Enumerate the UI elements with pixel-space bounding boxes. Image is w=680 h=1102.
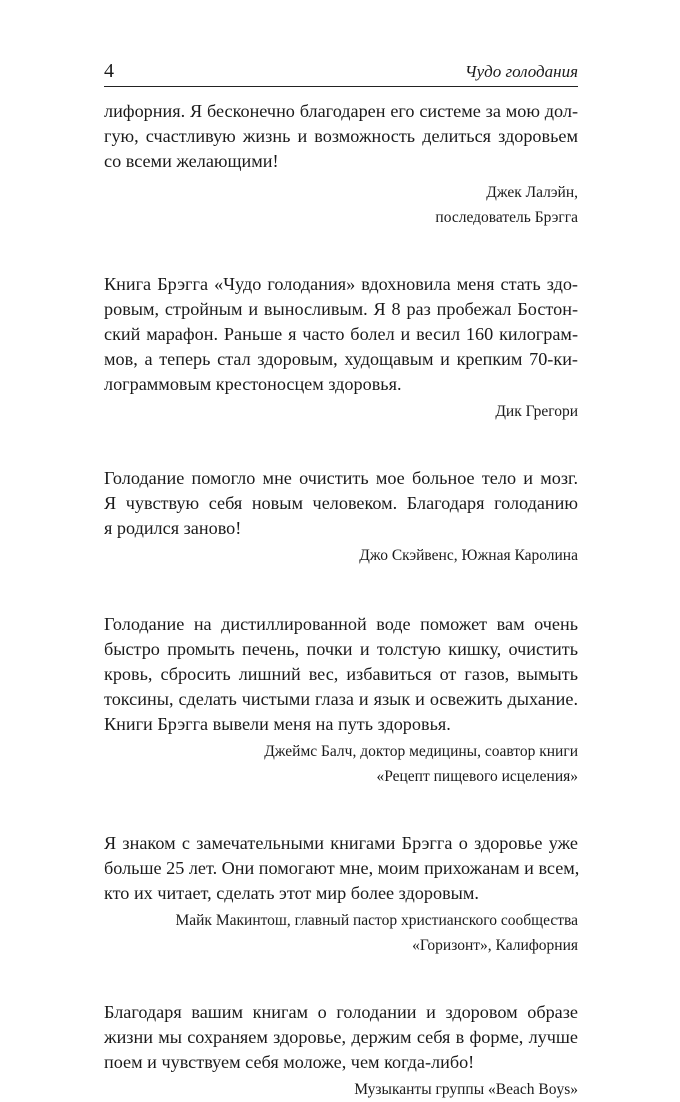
testimonial-attribution bbox=[104, 1077, 578, 1102]
testimonial-1 bbox=[104, 99, 578, 230]
text-line: кто их читает, сделать этот мир более здоровым. bbox=[104, 883, 479, 903]
text-line: кровь, сбросить лишний вес, избавиться от газов, вымыть bbox=[104, 664, 578, 684]
text-line: поем и чувствуем себя моложе, чем когда-либо! bbox=[104, 1052, 475, 1072]
text-line: гую, счастливую жизнь и возможность делиться здоровьем bbox=[104, 126, 578, 146]
testimonial-attribution bbox=[104, 543, 578, 568]
testimonial-text bbox=[104, 612, 578, 737]
running-title: Чудо голодания bbox=[464, 62, 578, 81]
attribution-line: «Горизонт», Калифорния bbox=[412, 937, 578, 954]
text-line: Голодание помогло мне очистить мое больное тело и мозг. bbox=[104, 468, 578, 488]
text-line: жизни мы сохраняем здоровье, держим себя в форме, лучше bbox=[104, 1027, 578, 1047]
testimonial-text bbox=[104, 99, 578, 174]
testimonial-text bbox=[104, 466, 578, 541]
page-body bbox=[104, 99, 578, 1102]
text-line: Я чувствую себя новым человеком. Благодаря голоданию bbox=[104, 493, 578, 513]
attribution-line: Майк Макинтош, главный пастор христианского сообщества bbox=[175, 912, 578, 929]
page-header bbox=[104, 58, 578, 87]
testimonial-2 bbox=[104, 272, 578, 424]
text-line: лифорния. Я бесконечно благодарен его системе за мою дол- bbox=[104, 101, 578, 121]
attribution-line: Дик Грегори bbox=[495, 403, 578, 420]
testimonial-text bbox=[104, 272, 578, 397]
testimonial-text bbox=[104, 831, 578, 906]
text-line: токсины, сделать чистыми глаза и язык и освежить дыхание. bbox=[104, 689, 578, 709]
page-number: 4 bbox=[104, 60, 114, 82]
attribution-line: Музыканты группы «Beach Boys» bbox=[354, 1081, 578, 1098]
testimonial-3 bbox=[104, 466, 578, 568]
text-line: больше 25 лет. Они помогают мне, моим прихожанам и всем, bbox=[104, 858, 580, 878]
text-line: Я знаком с замечательными книгами Брэгга о здоровье уже bbox=[104, 833, 578, 853]
attribution-line: Джеймс Балч, доктор медицины, соавтор книги bbox=[264, 743, 578, 760]
text-line: мов, а теперь стал здоровым, худощавым и крепким 70-ки- bbox=[104, 349, 578, 369]
testimonial-attribution bbox=[104, 180, 578, 230]
text-line: быстро промыть печень, почки и толстую кишку, очистить bbox=[104, 639, 578, 659]
text-line: Благодаря вашим книгам о голодании и здоровом образе bbox=[104, 1002, 578, 1022]
text-line: Книги Брэгга вывели меня на путь здоровья. bbox=[104, 714, 451, 734]
testimonial-attribution bbox=[104, 399, 578, 424]
testimonial-4 bbox=[104, 612, 578, 789]
text-line: ровым, стройным и выносливым. Я 8 раз пробежал Бостон- bbox=[104, 299, 578, 319]
text-line: Голодание на дистиллированной воде поможет вам очень bbox=[104, 614, 578, 634]
text-line: лограммовым крестоносцем здоровья. bbox=[104, 374, 402, 394]
testimonial-attribution bbox=[104, 739, 578, 789]
testimonial-6 bbox=[104, 1000, 578, 1102]
testimonial-5 bbox=[104, 831, 578, 958]
text-line: ский марафон. Раньше я часто болел и весил 160 килограм- bbox=[104, 324, 578, 344]
testimonial-attribution bbox=[104, 908, 578, 958]
attribution-line: Джек Лалэйн, bbox=[486, 184, 578, 201]
text-line: я родился заново! bbox=[104, 518, 242, 538]
text-line: со всеми желающими! bbox=[104, 151, 279, 171]
attribution-line: Джо Скэйвенс, Южная Каролина bbox=[359, 547, 578, 564]
text-line: Книга Брэгга «Чудо голодания» вдохновила меня стать здо- bbox=[104, 274, 578, 294]
testimonial-text bbox=[104, 1000, 578, 1075]
attribution-line: последователь Брэгга bbox=[435, 209, 578, 226]
attribution-line: «Рецепт пищевого исцеления» bbox=[376, 768, 578, 785]
